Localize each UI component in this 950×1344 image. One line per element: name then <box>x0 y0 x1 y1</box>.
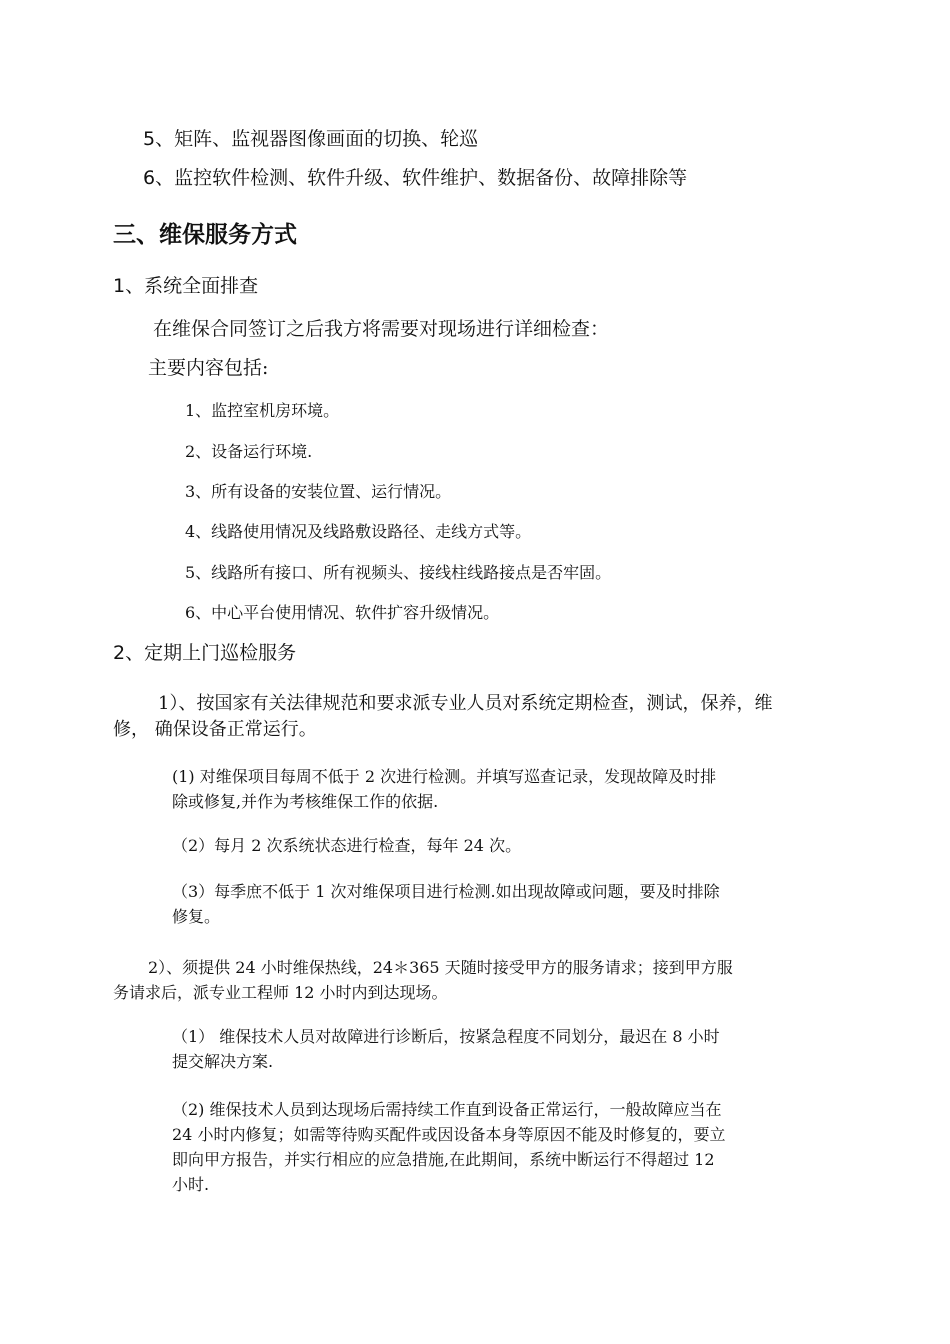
para1-line1: 1）、按国家有关法律规范和要求派专业人员对系统定期检查，测试，保养，维 <box>158 693 773 714</box>
check-item: 5、线路所有接口、所有视频头、接线柱线路接点是否牢固。 <box>185 563 612 582</box>
list-item-5: 5、矩阵、监视器图像画面的切换、轮巡 <box>143 128 479 150</box>
check-item: 1、监控室机房环境。 <box>185 401 340 420</box>
check-item: 2、设备运行环境. <box>185 442 313 461</box>
item2-title: 2、定期上门巡检服务 <box>113 642 297 664</box>
check-item: 3、所有设备的安装位置、运行情况。 <box>185 482 452 501</box>
sub1-line2: 除或修复,并作为考核维保工作的依据. <box>172 792 439 811</box>
sub5-line1: （2) 维保技术人员到达现场后需持续工作直到设备正常运行，一般故障应当在 <box>172 1100 722 1119</box>
sub5-line2: 24 小时内修复；如需等待购买配件或因设备本身等原因不能及时修复的，要立 <box>172 1125 726 1144</box>
sub5-line4: 小时. <box>172 1175 210 1194</box>
section-heading: 三、维保服务方式 <box>113 222 297 248</box>
para2-line1: 2）、须提供 24 小时维保热线，24＊365 天随时接受甲方的服务请求；接到甲方服 <box>148 958 733 977</box>
sub4-line2: 提交解决方案. <box>172 1052 274 1071</box>
list-item-6: 6、监控软件检测、软件升级、软件维护、数据备份、故障排除等 <box>143 167 688 189</box>
sub3-line2: 修复。 <box>172 907 221 926</box>
sub5-line3: 即向甲方报告，并实行相应的应急措施,在此期间，系统中断运行不得超过 12 <box>172 1150 715 1169</box>
para1-line2: 修， 确保设备正常运行。 <box>113 719 317 740</box>
item1-contents-label: 主要内容包括: <box>148 357 269 379</box>
item1-intro: 在维保合同签订之后我方将需要对现场进行详细检查： <box>153 318 610 340</box>
para2-line2: 务请求后，派专业工程师 12 小时内到达现场。 <box>113 983 448 1002</box>
sub4-line1: （1） 维保技术人员对故障进行诊断后，按紧急程度不同划分，最迟在 8 小时 <box>172 1027 720 1046</box>
sub1-line1: (1) 对维保项目每周不低于 2 次进行检测。并填写巡查记录，发现故障及时排 <box>172 767 717 786</box>
sub3-line1: （3）每季庶不低于 1 次对维保项目进行检测.如出现故障或问题，要及时排除 <box>172 882 720 901</box>
item1-title: 1、系统全面排查 <box>113 275 259 297</box>
check-item: 6、中心平台使用情况、软件扩容升级情况。 <box>185 603 500 622</box>
check-item: 4、线路使用情况及线路敷设路径、走线方式等。 <box>185 522 532 541</box>
sub2-line: （2）每月 2 次系统状态进行检查，每年 24 次。 <box>172 836 522 855</box>
